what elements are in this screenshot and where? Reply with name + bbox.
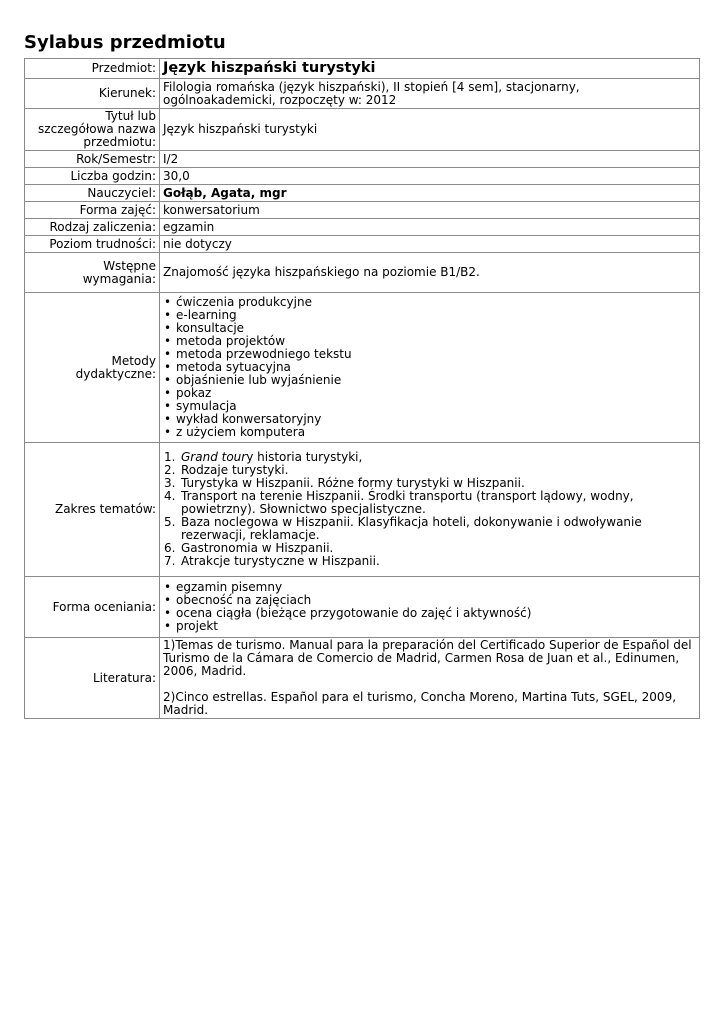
value-kierunek: Filologia romańska (język hiszpański), II stopień [4 sem], stacjonarny, ogólnoakademicki, rozpoczęty w: 2012 <box>160 79 700 109</box>
label-kierunek: Kierunek: <box>25 79 160 109</box>
item-text: Gastronomia w Hiszpanii. <box>181 541 334 555</box>
label-zakres: Zakres tematów: <box>25 443 160 577</box>
label-rok-semestr: Rok/Semestr: <box>25 151 160 168</box>
ocenianie-list <box>163 581 696 633</box>
row-ocenianie <box>25 577 700 638</box>
list-number: 5. <box>164 515 176 529</box>
literature-item: 1)Temas de turismo. Manual para la preparación del Certificado Superior de Español del Turismo de la Cámara de Comercio de Madrid, Carmen Rosa de Juan et al., Edinumen, 2006, Madrid. <box>163 638 692 678</box>
row-nauczyciel <box>25 185 700 202</box>
list-number: 3. <box>164 476 176 490</box>
label-tytul: Tytuł lub szczegółowa nazwa przedmiotu: <box>25 109 160 151</box>
value-liczba-godzin: 30,0 <box>160 168 700 185</box>
value-forma-zajec: konwersatorium <box>160 202 700 219</box>
list-item: • z użyciem komputera <box>163 426 696 439</box>
label-forma-zajec: Forma zajęć: <box>25 202 160 219</box>
list-number: 1. <box>164 450 176 464</box>
item-text: Rodzaje turystyki. <box>181 463 289 477</box>
row-rodzaj-zaliczenia <box>25 219 700 236</box>
row-zakres <box>25 443 700 577</box>
label-przedmiot: Przedmiot: <box>25 59 160 79</box>
list-item: • metoda projektów <box>163 335 696 348</box>
item-text: Atrakcje turystyczne w Hiszpanii. <box>181 554 380 568</box>
list-item <box>163 555 696 568</box>
list-item <box>163 516 696 542</box>
value-tytul: Język hiszpański turystyki <box>160 109 700 151</box>
list-item: • metoda sytuacyjna <box>163 361 696 374</box>
page-title: Sylabus przedmiotu <box>24 32 226 53</box>
list-item: • egzamin pisemny <box>163 581 696 594</box>
list-item: • obecność na zajęciach <box>163 594 696 607</box>
value-ocenianie <box>160 577 700 638</box>
value-poziom-trudnosci: nie dotyczy <box>160 236 700 253</box>
item-text: Turystyka w Hiszpanii. Różne formy turystyki w Hiszpanii. <box>181 476 525 490</box>
value-zakres <box>160 443 700 577</box>
list-number: 2. <box>164 463 176 477</box>
label-literatura: Literatura: <box>25 638 160 719</box>
label-nauczyciel: Nauczyciel: <box>25 185 160 202</box>
list-number: 6. <box>164 541 176 555</box>
list-item: • metoda przewodniego tekstu <box>163 348 696 361</box>
row-metody <box>25 293 700 443</box>
value-wstepne-wymagania: Znajomość języka hiszpańskiego na poziomie B1/B2. <box>160 253 700 293</box>
value-literatura <box>160 638 700 719</box>
label-ocenianie: Forma oceniania: <box>25 577 160 638</box>
row-rok-semestr <box>25 151 700 168</box>
row-forma-zajec <box>25 202 700 219</box>
list-number: 7. <box>164 554 176 568</box>
row-literatura <box>25 638 700 719</box>
label-metody: Metody dydaktyczne: <box>25 293 160 443</box>
list-item <box>163 490 696 516</box>
row-poziom-trudnosci <box>25 236 700 253</box>
list-item: • objaśnienie lub wyjaśnienie <box>163 374 696 387</box>
list-item: • projekt <box>163 620 696 633</box>
zakres-list <box>163 451 696 568</box>
label-poziom-trudnosci: Poziom trudności: <box>25 236 160 253</box>
item-text: y historia turystyki, <box>246 450 363 464</box>
row-tytul <box>25 109 700 151</box>
list-item: • pokaz <box>163 387 696 400</box>
label-wstepne-wymagania: Wstępne wymagania: <box>25 253 160 293</box>
value-rok-semestr: I/2 <box>160 151 700 168</box>
list-item: • symulacja <box>163 400 696 413</box>
list-item: • wykład konwersatoryjny <box>163 413 696 426</box>
row-liczba-godzin <box>25 168 700 185</box>
list-number: 4. <box>164 489 176 503</box>
item-text: Transport na terenie Hiszpanii. Środki transportu (transport lądowy, wodny, powietrzny). Słownictwo specjalistyczne. <box>181 489 634 516</box>
list-item: • ćwiczenia produkcyjne <box>163 296 696 309</box>
item-italic-text: Grand tour <box>181 450 247 464</box>
literature-item: 2)Cinco estrellas. Español para el turismo, Concha Moreno, Martina Tuts, SGEL, 2009, Madrid. <box>163 690 677 717</box>
label-rodzaj-zaliczenia: Rodzaj zaliczenia: <box>25 219 160 236</box>
list-item: • ocena ciągła (bieżące przygotowanie do zajęć i aktywność) <box>163 607 696 620</box>
list-item: • konsultacje <box>163 322 696 335</box>
list-item: • e-learning <box>163 309 696 322</box>
row-kierunek <box>25 79 700 109</box>
row-wstepne-wymagania <box>25 253 700 293</box>
label-liczba-godzin: Liczba godzin: <box>25 168 160 185</box>
item-text: Baza noclegowa w Hiszpanii. Klasyfikacja hoteli, dokonywanie i odwoływanie rezerwacji, reklamacje. <box>181 515 642 542</box>
value-przedmiot: Język hiszpański turystyki <box>160 59 700 79</box>
row-przedmiot <box>25 59 700 79</box>
metody-list <box>163 296 696 439</box>
syllabus-table <box>24 58 700 719</box>
value-nauczyciel: Gołąb, Agata, mgr <box>160 185 700 202</box>
value-rodzaj-zaliczenia: egzamin <box>160 219 700 236</box>
value-metody <box>160 293 700 443</box>
